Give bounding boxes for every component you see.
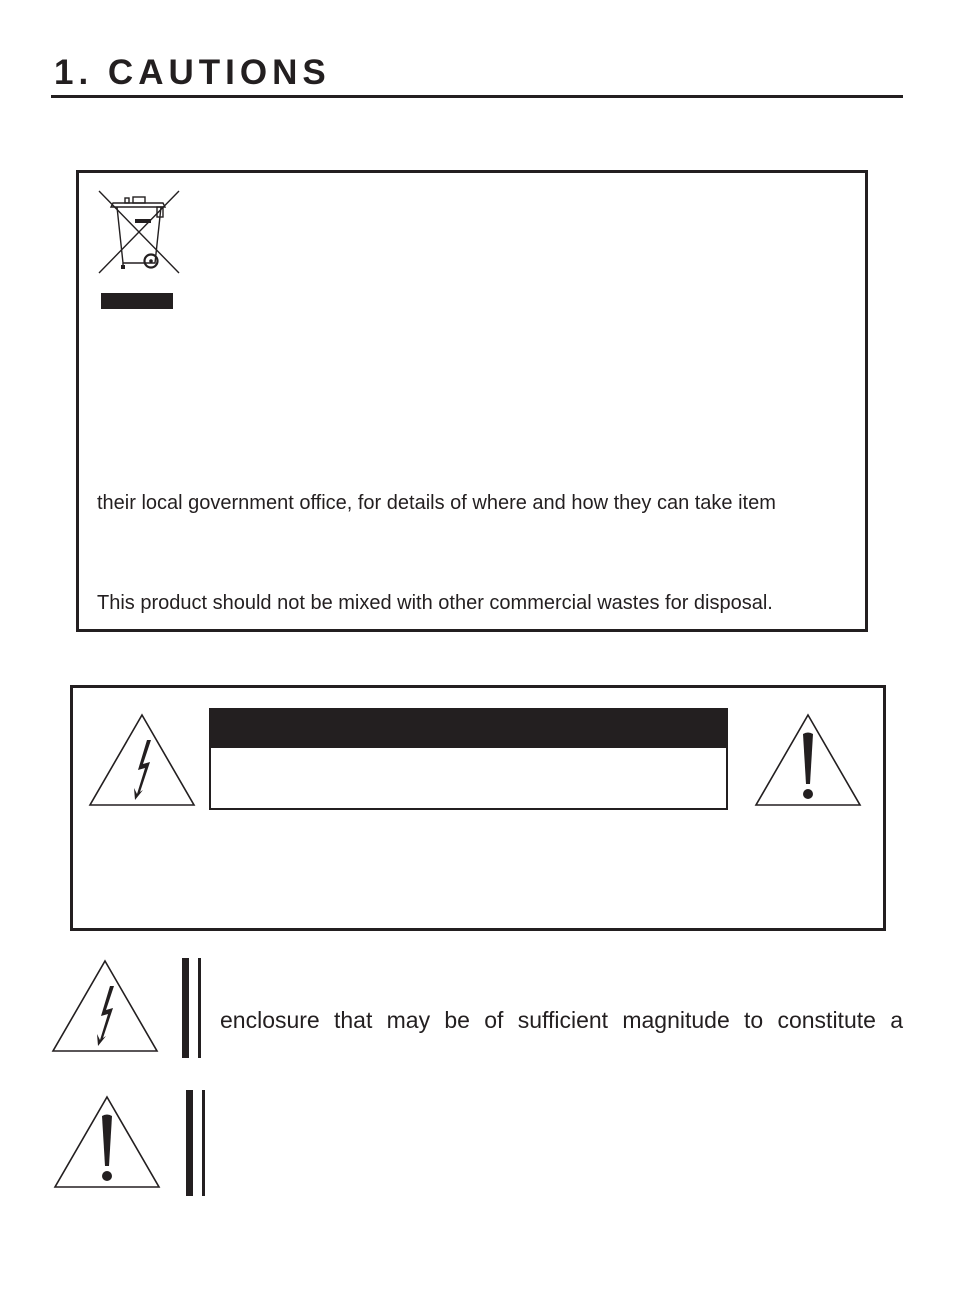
symbol-divider: [186, 1090, 206, 1196]
title-underline: [51, 95, 903, 98]
weee-text-line: their local government office, for details of where and how they can take item: [97, 492, 776, 514]
weee-notice-box: [76, 170, 868, 632]
caution-label: [209, 708, 728, 810]
lightning-warning-icon: [50, 958, 160, 1054]
weee-symbol-bar: [101, 293, 173, 309]
lightning-warning-icon: [87, 712, 197, 808]
exclamation-warning-icon: [52, 1094, 162, 1190]
caution-label-band: [211, 710, 726, 748]
page-title: 1. CAUTIONS: [54, 53, 331, 92]
lightning-symbol-explanation: enclosure that may be of sufficient magnitude to constitute a: [220, 1007, 903, 1033]
exclamation-warning-icon: [753, 712, 863, 808]
weee-text-line: This product should not be mixed with other commercial wastes for disposal.: [97, 592, 773, 614]
symbol-divider: [182, 958, 202, 1058]
caution-panel: [70, 685, 886, 931]
crossed-out-wheelie-bin-icon: [97, 189, 181, 275]
